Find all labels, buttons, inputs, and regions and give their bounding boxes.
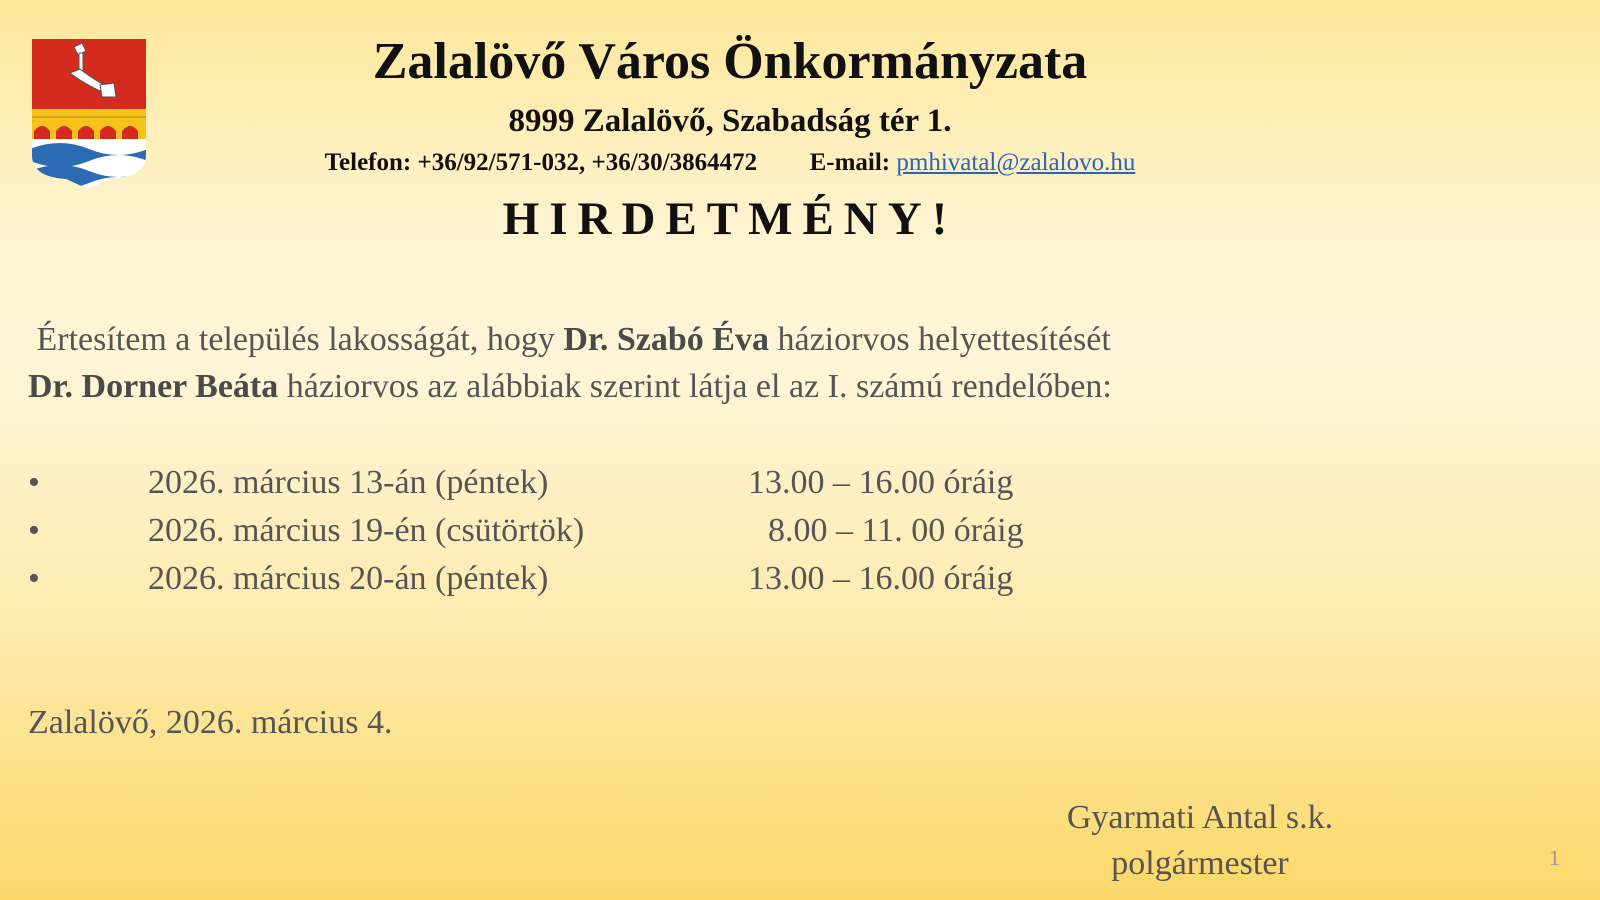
- schedule-date: 2026. március 19-én (csütörtök): [148, 512, 585, 549]
- contact-line: [160, 147, 1300, 179]
- signer-name: Gyarmati Antal s.k.: [1066, 799, 1334, 836]
- address: 8999 Zalalövő, Szabadság tér 1.: [508, 103, 952, 139]
- page-title: Zalalövő Város Önkormányzata: [372, 33, 1088, 90]
- doctor-name-original: Dr. Szabó Éva: [563, 321, 769, 358]
- email-link[interactable]: pmhivatal@zalalovo.hu: [896, 149, 1136, 176]
- schedule-item: [28, 556, 1128, 602]
- text: háziorvos az alábbiak szerint látja el az I. számú rendelőben:: [278, 368, 1112, 405]
- paragraph-line-2: [28, 364, 1112, 410]
- signature-block: [1000, 795, 1400, 887]
- phone-label: Telefon:: [324, 149, 412, 176]
- bullet: •: [28, 560, 40, 597]
- schedule-date: 2026. március 13-án (péntek): [148, 464, 549, 501]
- doctor-name-substitute: Dr. Dorner Beáta: [28, 368, 279, 405]
- schedule-item: [28, 460, 1128, 506]
- bullet: •: [28, 512, 40, 549]
- schedule-time: 8.00 – 11. 00 óráig: [768, 512, 1024, 549]
- schedule-time: 13.00 – 16.00 óráig: [748, 560, 1014, 597]
- schedule-time: 13.00 – 16.00 óráig: [748, 464, 1014, 501]
- text: Értesítem a település lakosságát, hogy: [36, 321, 564, 358]
- notice-heading: HIRDETMÉNY!: [502, 193, 958, 245]
- email-label: E-mail:: [809, 149, 891, 176]
- bullet: •: [28, 464, 40, 501]
- page-number: 1: [1549, 845, 1560, 870]
- paragraph-line-1: [28, 317, 1111, 363]
- text: háziorvos helyettesítését: [768, 321, 1111, 358]
- phone-number: +36/92/571-032, +36/30/3864472: [417, 149, 758, 176]
- schedule-item: [28, 508, 1128, 554]
- coat-of-arms-icon: [30, 37, 148, 193]
- signer-role: polgármester: [1111, 845, 1289, 882]
- place-and-date: Zalalövő, 2026. március 4.: [28, 704, 393, 741]
- schedule-date: 2026. március 20-án (péntek): [148, 560, 549, 597]
